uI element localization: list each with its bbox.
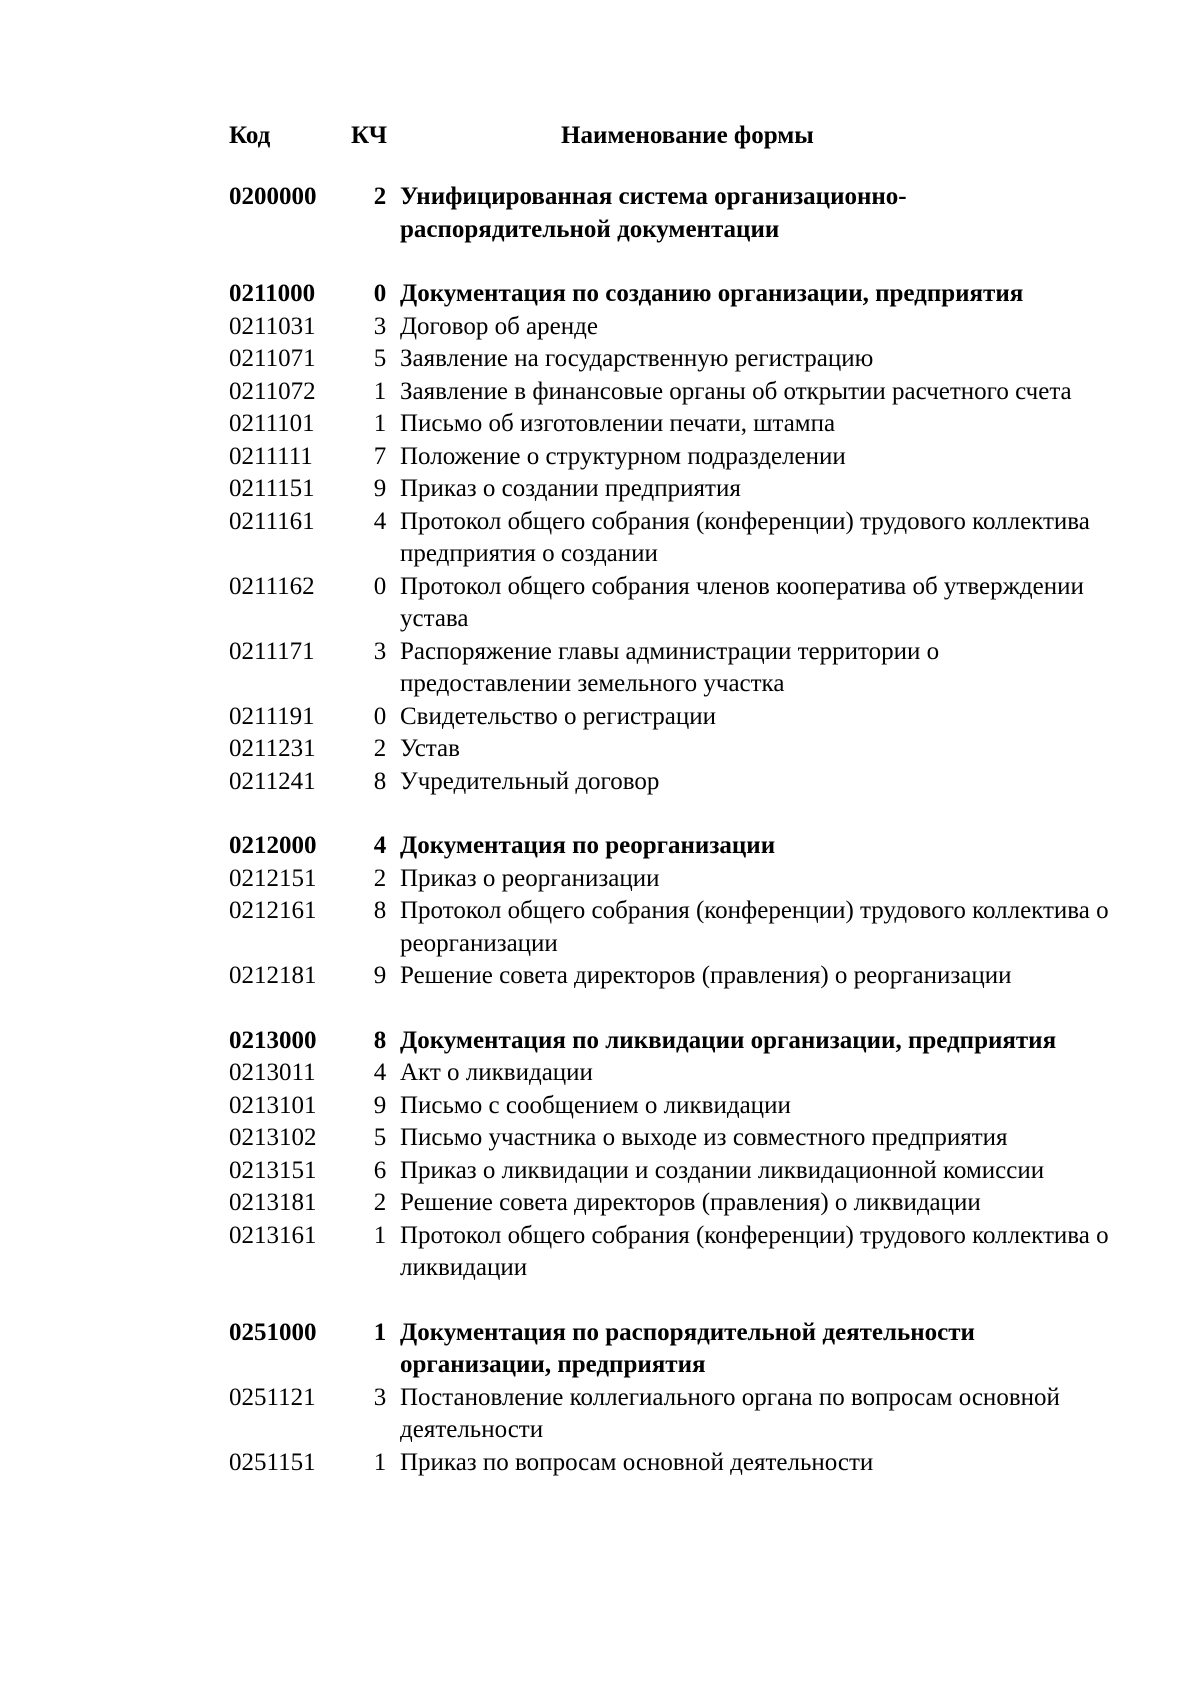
form-name: Решение совета директоров (правления) о ликвидации (400, 1189, 981, 1216)
table-row (229, 441, 1129, 474)
form-code: 0213000 (229, 1026, 317, 1054)
form-name: Договор об аренде (400, 312, 598, 340)
form-code: 0213011 (229, 1059, 316, 1086)
form-control-digit: 4 (373, 507, 387, 535)
forms-table (229, 118, 1129, 1476)
form-code: 0212151 (229, 864, 317, 892)
table-row (229, 571, 1129, 636)
form-name: Документация по ликвидации организации, предприятия (400, 1026, 1057, 1054)
form-name: Положение о структурном подразделении (400, 442, 846, 470)
form-name: Учредительный договор (400, 767, 660, 795)
form-group (229, 181, 1129, 246)
form-control-digit: 7 (373, 442, 387, 470)
table-row (229, 701, 1129, 734)
form-name: Протокол общего собрания (конференции) трудового коллектива предприятия о создании (400, 507, 1090, 567)
form-code: 0213101 (229, 1091, 317, 1119)
form-name: Приказ о реорганизации (400, 864, 660, 892)
form-name: Свидетельство о регистрации (400, 702, 717, 730)
form-name: Документация по созданию организации, предприятия (400, 280, 1024, 307)
form-control-digit: 1 (373, 1318, 387, 1346)
form-control-digit: 1 (373, 1221, 387, 1249)
form-code: 0200000 (229, 183, 317, 210)
form-control-digit: 3 (373, 637, 387, 665)
form-control-digit: 2 (373, 1189, 387, 1216)
form-control-digit: 0 (373, 280, 387, 307)
table-row (229, 1155, 1129, 1188)
group-heading-row (229, 1317, 1129, 1382)
form-group (229, 1025, 1129, 1285)
form-control-digit: 0 (373, 572, 387, 600)
table-row (229, 311, 1129, 344)
form-control-digit: 5 (373, 345, 387, 372)
form-code: 0213151 (229, 1156, 317, 1184)
form-name: Письмо об изготовлении печати, штампа (400, 410, 836, 437)
table-header (229, 118, 1129, 154)
form-name: Документация по реорганизации (400, 832, 776, 859)
form-code: 0211161 (229, 507, 315, 535)
form-control-digit: 4 (373, 1059, 387, 1086)
form-code: 0211072 (229, 377, 316, 405)
table-row (229, 636, 1129, 701)
form-name: Письмо участника о выходе из совместного предприятия (400, 1124, 1008, 1151)
form-control-digit: 3 (373, 312, 387, 340)
table-row (229, 766, 1129, 799)
form-code: 0251000 (229, 1318, 317, 1346)
form-name: Решение совета директоров (правления) о реорганизации (400, 962, 1012, 989)
form-name: Распоряжение главы администрации территории о предоставлении земельного участка (400, 637, 940, 697)
form-group (229, 830, 1129, 993)
form-name: Постановление коллегиального органа по вопросам основной деятельности (400, 1383, 1060, 1443)
group-heading-row (229, 278, 1129, 311)
form-code: 0211031 (229, 312, 316, 340)
form-code: 0213161 (229, 1221, 317, 1249)
form-name: Заявление в финансовые органы об открытии расчетного счета (400, 377, 1072, 405)
group-heading-row (229, 1025, 1129, 1058)
form-code: 0211241 (229, 767, 316, 795)
form-name: Заявление на государственную регистрацию (400, 345, 874, 372)
form-control-digit: 2 (373, 183, 387, 210)
table-row (229, 863, 1129, 896)
form-control-digit: 9 (373, 475, 387, 502)
table-row (229, 1090, 1129, 1123)
form-control-digit: 0 (373, 702, 387, 730)
form-code: 0211151 (229, 475, 315, 502)
form-control-digit: 5 (373, 1124, 387, 1151)
table-row (229, 1382, 1129, 1447)
form-group (229, 1317, 1129, 1480)
form-control-digit: 8 (373, 1026, 387, 1054)
forms-list (229, 181, 1129, 1479)
group-heading-row (229, 181, 1129, 246)
form-name: Приказ по вопросам основной деятельности (400, 1448, 874, 1476)
form-name: Протокол общего собрания (конференции) трудового коллектива о реорганизации (400, 897, 1109, 957)
form-control-digit: 2 (373, 735, 387, 762)
table-row (229, 895, 1129, 960)
table-row (229, 506, 1129, 571)
form-name: Приказ о ликвидации и создании ликвидационной комиссии (400, 1156, 1045, 1184)
form-code: 0211162 (229, 572, 315, 600)
form-code: 0211171 (229, 637, 315, 665)
form-code: 0211231 (229, 735, 316, 762)
table-row (229, 408, 1129, 441)
form-control-digit: 3 (373, 1383, 387, 1411)
group-heading-row (229, 830, 1129, 863)
form-control-digit: 1 (373, 410, 387, 437)
form-code: 0213181 (229, 1189, 317, 1216)
form-control-digit: 6 (373, 1156, 387, 1184)
form-control-digit: 8 (373, 897, 387, 924)
header-kch: КЧ (351, 122, 388, 149)
form-control-digit: 2 (373, 864, 387, 892)
form-code: 0251121 (229, 1383, 316, 1411)
form-name: Устав (400, 735, 460, 762)
form-control-digit: 9 (373, 962, 387, 989)
form-control-digit: 4 (373, 832, 387, 859)
form-name: Унифицированная система организационно-распорядительной документации (400, 183, 907, 243)
table-row (229, 1447, 1129, 1480)
form-group (229, 278, 1129, 798)
form-name: Приказ о создании предприятия (400, 475, 741, 502)
table-row (229, 1220, 1129, 1285)
form-code: 0212161 (229, 897, 317, 924)
form-code: 0251151 (229, 1448, 316, 1476)
form-code: 0211191 (229, 702, 315, 730)
form-name: Протокол общего собрания (конференции) трудового коллектива о ликвидации (400, 1221, 1109, 1281)
form-code: 0211101 (229, 410, 315, 437)
form-code: 0211111 (229, 442, 313, 470)
form-code: 0211000 (229, 280, 316, 307)
form-name: Акт о ликвидации (400, 1059, 593, 1086)
form-control-digit: 1 (373, 377, 387, 405)
table-row (229, 960, 1129, 993)
form-name: Документация по распорядительной деятельности организации, предприятия (400, 1318, 975, 1378)
form-code: 0211071 (229, 345, 316, 372)
table-row (229, 1122, 1129, 1155)
header-code: Код (229, 122, 271, 149)
form-control-digit: 8 (373, 767, 387, 795)
form-name: Протокол общего собрания членов кооператива об утверждении устава (400, 572, 1084, 632)
form-code: 0212181 (229, 962, 317, 989)
form-name: Письмо с сообщением о ликвидации (400, 1091, 791, 1119)
table-row (229, 1057, 1129, 1090)
form-code: 0213102 (229, 1124, 317, 1151)
form-control-digit: 1 (373, 1448, 387, 1476)
table-row (229, 343, 1129, 376)
table-row (229, 376, 1129, 409)
form-code: 0212000 (229, 832, 317, 859)
table-row (229, 473, 1129, 506)
table-row (229, 733, 1129, 766)
header-form-name: Наименование формы (561, 122, 814, 149)
table-row (229, 1187, 1129, 1220)
form-control-digit: 9 (373, 1091, 387, 1119)
